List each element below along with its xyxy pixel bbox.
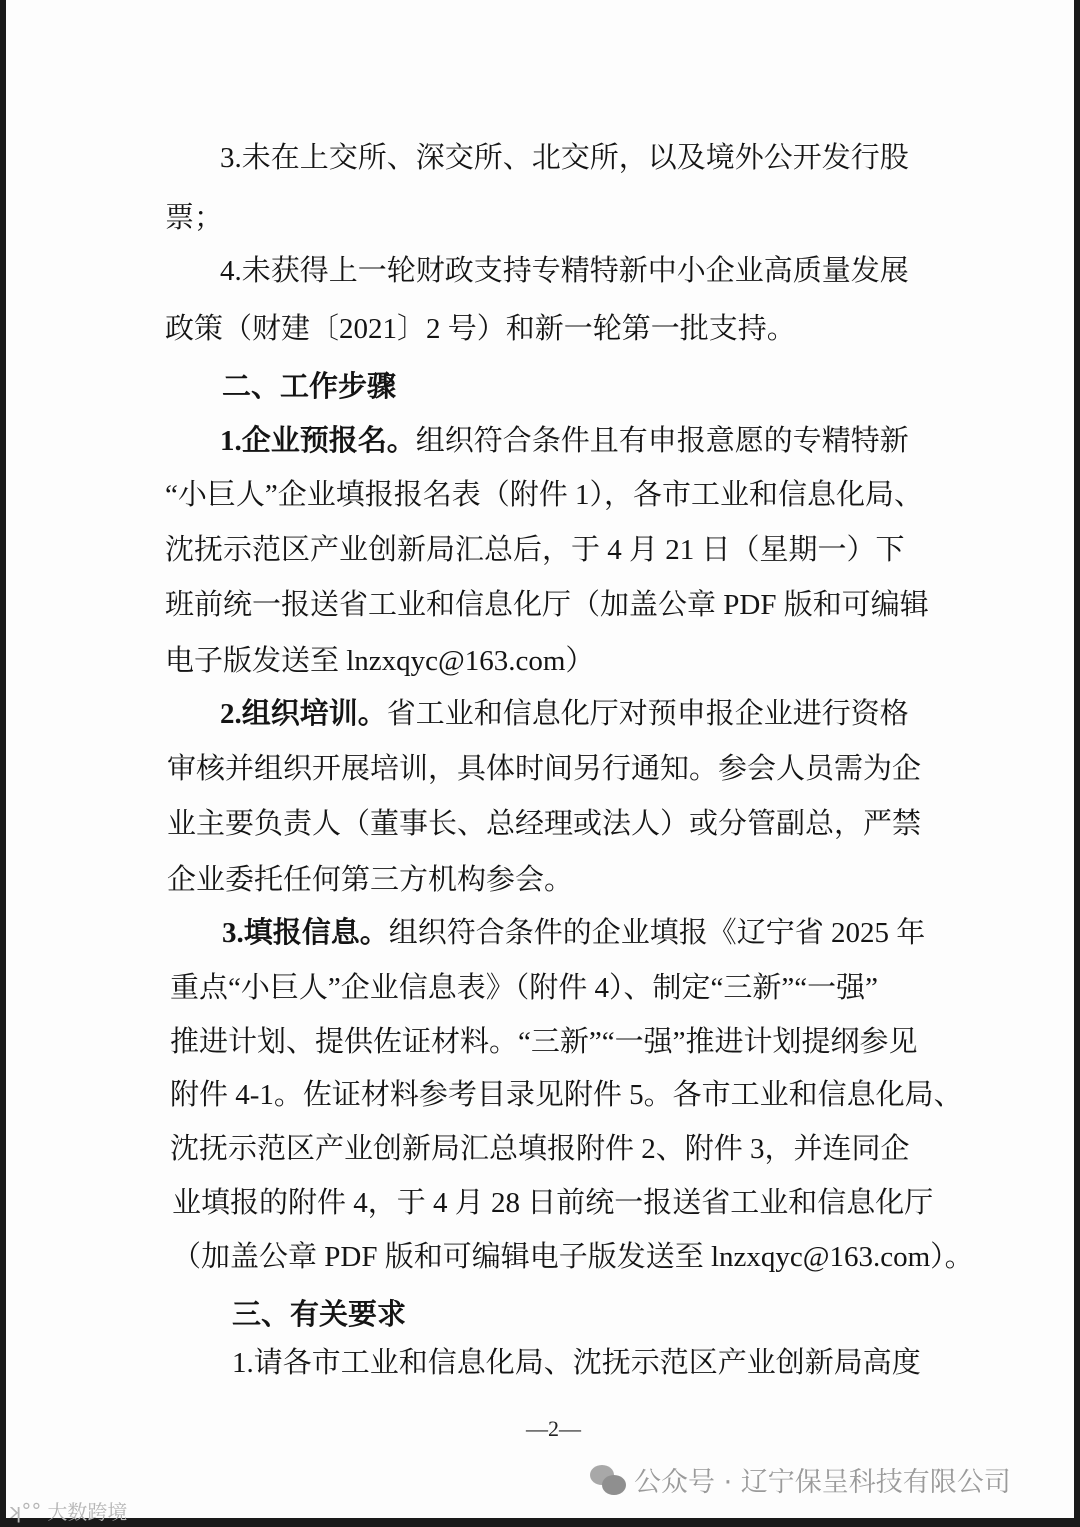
line-text: 组织符合条件的企业填报《辽宁省 2025 年 bbox=[388, 917, 926, 949]
text-line bbox=[165, 200, 223, 236]
text-line bbox=[172, 1239, 974, 1275]
text-line bbox=[170, 1077, 963, 1113]
line-text: 1.请各市工业和信息化局、沈抚示范区产业创新局高度 bbox=[232, 1347, 921, 1379]
wechat-icon bbox=[590, 1465, 626, 1495]
document-page bbox=[6, 0, 1074, 1518]
text-line bbox=[167, 751, 921, 787]
text-line bbox=[232, 1345, 921, 1381]
text-line bbox=[170, 1024, 918, 1060]
text-line bbox=[165, 477, 923, 513]
line-text: 票； bbox=[165, 202, 224, 234]
text-line bbox=[165, 532, 905, 568]
line-text: 附件 4-1。佐证材料参考目录见附件 5。各市工业和信息化局、 bbox=[170, 1079, 963, 1111]
watermark-account: 公众号 · 辽宁保呈科技有限公司 bbox=[634, 1467, 1011, 1498]
line-text: 3.未在上交所、深交所、北交所，以及境外公开发行股 bbox=[220, 142, 909, 174]
line-text: 企业委托任何第三方机构参会。 bbox=[167, 864, 574, 896]
wechat-watermark bbox=[590, 1460, 1011, 1499]
heading-text: 三、有关要求 bbox=[232, 1299, 407, 1331]
step-title: 1.企业预报名。 bbox=[220, 425, 416, 457]
line-text: 组织符合条件且有申报意愿的专精特新 bbox=[415, 425, 909, 457]
line-text: 电子版发送至 lnzxqyc@163.com） bbox=[165, 645, 595, 677]
line-text: 沈抚示范区产业创新局汇总填报附件 2、附件 3，并连同企 bbox=[170, 1133, 910, 1165]
line-text: （加盖公章 PDF 版和可编辑电子版发送至 lnzxqyc@163.com）。 bbox=[172, 1241, 974, 1273]
text-line bbox=[165, 643, 594, 679]
line-text: 业主要负责人（董事长、总经理或法人）或分管副总，严禁 bbox=[167, 808, 922, 840]
text-line bbox=[220, 696, 909, 732]
text-line bbox=[220, 253, 909, 289]
text-line bbox=[220, 140, 909, 176]
line-text: 审核并组织开展培训，具体时间另行通知。参会人员需为企 bbox=[167, 753, 922, 785]
text-line bbox=[167, 806, 921, 842]
page-number: —2— bbox=[526, 1416, 581, 1441]
heading-text: 二、工作步骤 bbox=[222, 371, 397, 403]
text-line bbox=[167, 862, 573, 898]
text-line bbox=[222, 915, 925, 951]
line-text: 沈抚示范区产业创新局汇总后，于 4 月 21 日（星期一）下 bbox=[165, 534, 905, 566]
brand-logo-icon: ʞ°° bbox=[8, 1498, 42, 1523]
text-line bbox=[165, 311, 796, 347]
line-text: 4.未获得上一轮财政支持专精特新中小企业高质量发展 bbox=[220, 255, 909, 287]
text-line bbox=[172, 1185, 933, 1221]
line-text: 业填报的附件 4，于 4 月 28 日前统一报送省工业和信息化厅 bbox=[172, 1187, 934, 1219]
section-heading bbox=[222, 369, 396, 405]
line-text: 推进计划、提供佐证材料。“三新”“一强”推进计划提纲参见 bbox=[170, 1026, 918, 1058]
line-text: 政策（财建〔2021〕2 号）和新一轮第一批支持。 bbox=[165, 313, 796, 345]
text-line bbox=[170, 970, 878, 1006]
text-line bbox=[170, 1131, 910, 1167]
watermark-brand: 大数跨境 bbox=[47, 1500, 128, 1524]
step-title: 3.填报信息。 bbox=[222, 917, 389, 949]
line-text: “小巨人”企业填报报名表（附件 1），各市工业和信息化局、 bbox=[165, 479, 923, 511]
text-line bbox=[220, 423, 909, 459]
line-text: 班前统一报送省工业和信息化厅（加盖公章 PDF 版和可编辑 bbox=[165, 589, 929, 621]
section-heading bbox=[232, 1297, 406, 1333]
step-title: 2.组织培训。 bbox=[220, 698, 387, 730]
line-text: 省工业和信息化厅对预申报企业进行资格 bbox=[386, 698, 909, 730]
text-line bbox=[165, 587, 929, 623]
line-text: 重点“小巨人”企业信息表》（附件 4）、制定“三新”“一强” bbox=[170, 972, 878, 1004]
brand-watermark bbox=[8, 1496, 127, 1525]
